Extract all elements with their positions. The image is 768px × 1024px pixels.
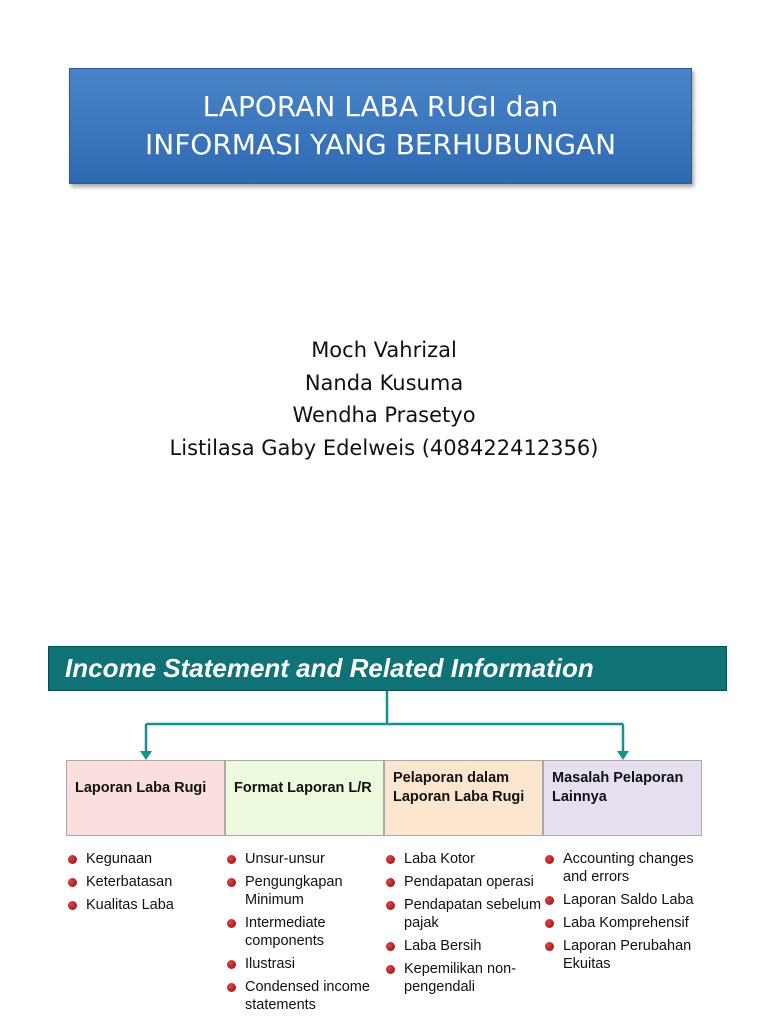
bullet-icon: [386, 878, 395, 887]
bullet-list-4: [543, 850, 713, 978]
author-2: Nanda Kusuma: [304, 370, 464, 395]
list-item: Accounting changes and errors: [543, 850, 713, 886]
bullet-icon: [545, 896, 554, 905]
list-item: Unsur-unsur: [225, 850, 383, 868]
bullet-icon: [386, 965, 395, 974]
author-list: [0, 334, 768, 464]
list-item: Pendapatan sebelum pajak: [384, 896, 542, 932]
banner-title: Income Statement and Related Information: [65, 653, 594, 683]
column-heading-pelaporan: Pelaporan dalam Laporan Laba Rugi: [384, 760, 543, 836]
bullet-icon: [545, 942, 554, 951]
list-item: Pengungkapan Minimum: [225, 873, 383, 909]
column-heading-masalah-pelaporan: Masalah Pelaporan Lainnya: [543, 760, 702, 836]
bullet-list-3: [384, 850, 542, 1001]
bullet-icon: [545, 855, 554, 864]
list-item: Ilustrasi: [225, 955, 383, 973]
bullet-icon: [227, 855, 236, 864]
section-banner: [48, 646, 727, 691]
bullet-icon: [68, 855, 77, 864]
bullet-icon: [545, 919, 554, 928]
list-item: Condensed income statements: [225, 978, 383, 1014]
list-item: Keterbatasan: [66, 873, 224, 891]
title-box: [69, 68, 692, 184]
bullet-icon: [386, 901, 395, 910]
bullet-icon: [386, 942, 395, 951]
list-item: Laba Komprehensif: [543, 914, 713, 932]
column-heading-format-laporan: Format Laporan L/R: [225, 760, 384, 836]
author-1: Moch Vahrizal: [311, 338, 457, 362]
bullet-icon: [386, 855, 395, 864]
arrow-head-right: [617, 751, 629, 760]
bullet-list-1: [66, 850, 224, 919]
title-line-2: INFORMASI YANG BERHUBUNGAN: [144, 128, 617, 161]
column-heading-laporan-laba-rugi: Laporan Laba Rugi: [66, 760, 225, 836]
bullet-icon: [227, 983, 236, 992]
author-3: Wendha Prasetyo: [292, 403, 476, 427]
list-item: Intermediate components: [225, 914, 383, 950]
bullet-icon: [68, 878, 77, 887]
list-item: Pendapatan operasi: [384, 873, 542, 891]
list-item: Laporan Saldo Laba: [543, 891, 713, 909]
bullet-list-2: [225, 850, 383, 1019]
bullet-icon: [68, 901, 77, 910]
list-item: Laporan Perubahan Ekuitas: [543, 937, 713, 973]
bullet-icon: [227, 960, 236, 969]
author-4: Listilasa Gaby Edelweis (408422412356): [169, 435, 599, 460]
bullet-icon: [227, 919, 236, 928]
list-item: Laba Kotor: [384, 850, 542, 868]
list-item: Laba Bersih: [384, 937, 542, 955]
title-line-1: LAPORAN LABA RUGI dan: [202, 90, 559, 123]
arrow-head-left: [140, 751, 152, 760]
bullet-icon: [227, 878, 236, 887]
list-item: Kepemilikan non-pengendali: [384, 960, 542, 996]
list-item: Kualitas Laba: [66, 896, 224, 914]
list-item: Kegunaan: [66, 850, 224, 868]
